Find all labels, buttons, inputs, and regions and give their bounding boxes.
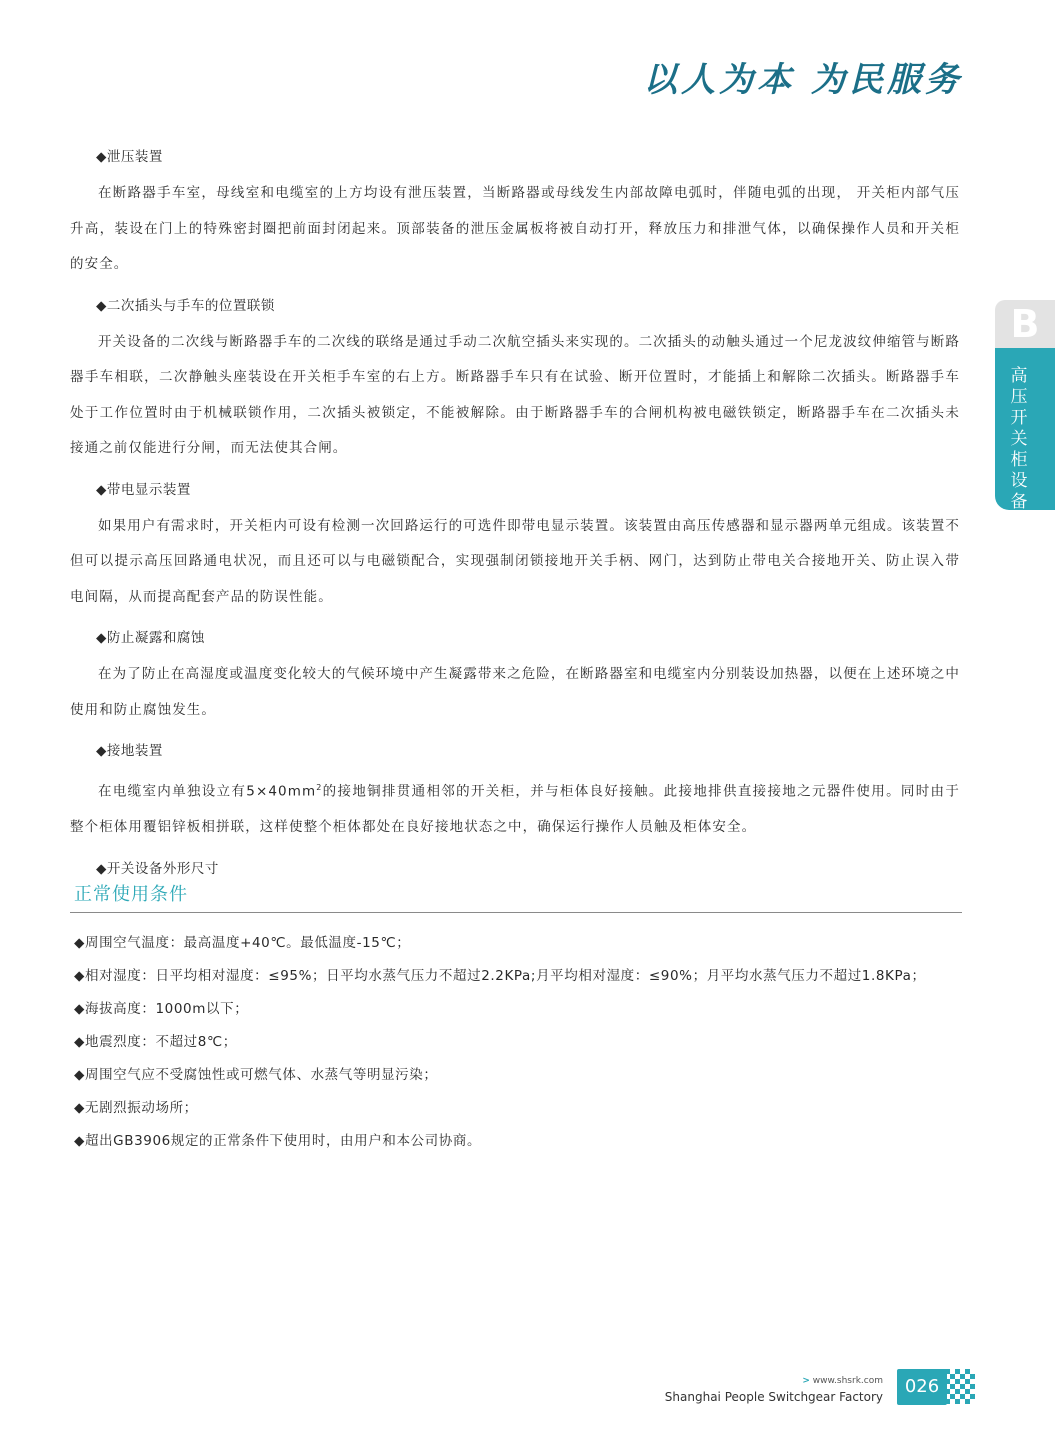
- list-item: ◆相对湿度：日平均相对湿度：≤95%；日平均水蒸气压力不超过2.2KPa;月平均相对湿度：≤90%；月平均水蒸气压力不超过1.8KPa；: [74, 968, 926, 984]
- grounding-superscript: 2: [316, 783, 323, 792]
- page-number: 026: [897, 1369, 947, 1405]
- factory-name: Shanghai People Switchgear Factory: [664, 1390, 883, 1404]
- side-tab-label: 高压开关柜设备: [1010, 366, 1028, 512]
- header-slogan: [643, 52, 963, 101]
- heading-pressure-relief: ◆泄压装置: [96, 149, 163, 165]
- para-pressure-relief: 在断路器手车室，母线室和电缆室的上方均设有泄压装置，当断路器或母线发生内部故障电弧时，伴随电弧的出现， 开关柜内部气压升高，装设在门上的特殊密封圈把前面封闭起来。顶部装备的泄压金属板将被自动打开，释放压力和排泄气体，以确保操作人员和开关柜的安全。: [70, 185, 960, 272]
- checker-pattern-icon: [945, 1369, 977, 1405]
- footer: [665, 1376, 883, 1404]
- main-content: [70, 138, 960, 888]
- grounding-text-2: 的接地铜排贯通相邻的开关柜，并与柜体良好接触。此接地排供直接接地之元器件使用。同时由于整个柜体用覆铝锌板相拼联，这样使整个柜体都处在良好接地状态之中，确保运行操作人员触及柜体安全。: [70, 783, 960, 835]
- list-item: ◆周围空气温度：最高温度+40℃。最低温度-15℃；: [74, 935, 411, 951]
- heading-live-display: ◆带电显示装置: [96, 481, 191, 498]
- conditions-list: [74, 927, 962, 1158]
- slogan-part2: 为民服务: [811, 60, 963, 100]
- heading-anti-condensation: ◆防止凝露和腐蚀: [96, 630, 205, 646]
- conditions-title: 正常使用条件: [70, 880, 962, 913]
- para-secondary-plug: 开关设备的二次线与断路器手车的二次线的联络是通过手动二次航空插头来实现的。二次插头的动触头通过一个尼龙波纹伸缩管与断路器手车相联，二次静触头座装设在开关柜手车室的右上方。断路器手车只有在试验、断开位置时，才能插上和解除二次插头。断路器手车处于工作位置时由于机械联锁作用，二次插头被锁定，不能被解除。由于断路器手车的合闸机构被电磁铁锁定，断路器手车在二次插头未接通之前仅能进行分闸，而无法使其合闸。: [70, 333, 960, 456]
- list-item: ◆超出GB3906规定的正常条件下使用时，由用户和本公司协商。: [74, 1133, 482, 1149]
- para-grounding: [70, 770, 960, 846]
- slogan-part1: 以人为本: [643, 60, 796, 100]
- list-item: ◆无剧烈振动场所；: [74, 1100, 198, 1116]
- heading-grounding: ◆接地装置: [96, 743, 163, 759]
- side-tab-letter: B: [995, 300, 1055, 348]
- heading-secondary-plug: ◆二次插头与手车的位置联锁: [96, 297, 275, 314]
- para-live-display: 如果用户有需求时，开关柜内可设有检测一次回路运行的可选件即带电显示装置。该装置由高压传感器和显示器两单元组成。该装置不但可以提示高压回路通电状况，而且还可以与电磁锁配合，实现强制闭锁接地开关手柄、网门，达到防止带电关合接地开关、防止误入带电间隔，从而提高配套产品的防误性能。: [70, 517, 960, 605]
- grounding-text-1: 在电缆室内单独设立有5×40mm: [98, 783, 317, 800]
- side-tab: [995, 300, 1055, 510]
- heading-dimensions: ◆开关设备外形尺寸: [96, 860, 219, 877]
- list-item: ◆海拔高度：1000m以下；: [74, 1001, 249, 1017]
- para-anti-condensation: 在为了防止在高湿度或温度变化较大的气候环境中产生凝露带来之危险，在断路器室和电缆室内分别装设加热器，以便在上述环境之中使用和防止腐蚀发生。: [70, 666, 960, 718]
- conditions-section: [70, 880, 962, 1158]
- side-tab-body: [995, 348, 1055, 510]
- list-item: ◆周围空气应不受腐蚀性或可燃气体、水蒸气等明显污染；: [74, 1067, 438, 1083]
- arrow-icon: >: [802, 1376, 810, 1386]
- website-line: [665, 1376, 883, 1386]
- website-link[interactable]: www.shsrk.com: [812, 1376, 883, 1386]
- list-item: ◆地震烈度：不超过8℃；: [74, 1034, 237, 1050]
